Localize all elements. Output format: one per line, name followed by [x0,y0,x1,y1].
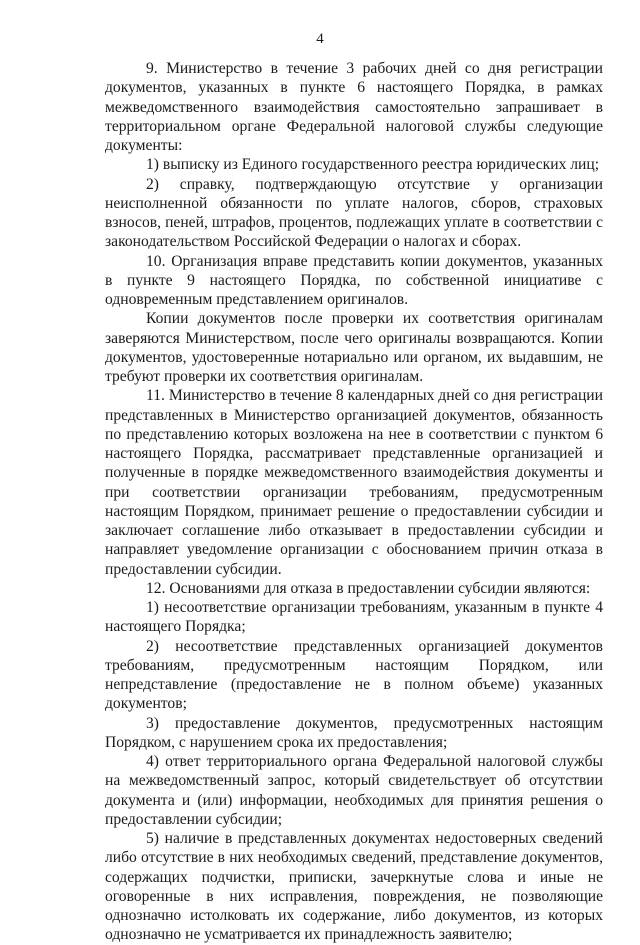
paragraph-9-item-2: 2) справку, подтверждающую отсутствие у организации неисполненной обязанности по уплате налогов, сборов, страховых взносов, пеней, штрафов, процентов, подлежащих уплате в соответствии с законодательством Российской Федерации о налогах и сборах. [105,175,603,251]
paragraph-9-item-1: 1) выписку из Единого государственного реестра юридических лиц; [146,156,600,174]
paragraph-11: 11. Министерство в течение 8 календарных дней со дня регистрации представленных в Министерство организацией документов, обязанность по представлению которых возложена на нее в соответствии с пунктом 6 настоящего Порядка, рассматривает представленные организацией и полученные в порядке межведомственного взаимодействия документы и при соответствии организации требованиям, предусмотренным настоящим Порядком, принимает решение о предоставлении субсидии и заключает соглашение либо отказывает в предоставлении субсидии и направляет уведомление организации с обоснованием причин отказа в предоставлении субсидии. [105,387,603,578]
paragraph-12-item-1: 1) несоответствие организации требованиям, указанным в пункте 4 настоящего Порядка; [105,599,603,636]
paragraph-12-item-3: 3) предоставление документов, предусмотренных настоящим Порядком, с нарушением срока их предоставления; [105,714,603,751]
paragraph-10-continuation: Копии документов после проверки их соответствия оригиналам заверяются Министерством, после чего оригиналы возвращаются. Копии документов, удостоверенные нотариально или органом, их выдавшим, не требуют проверки их соответствия оригиналам. [105,310,603,385]
paragraph-12: 12. Основаниями для отказа в предоставлении субсидии являются: [146,579,591,597]
paragraph-9: 9. Министерство в течение 3 рабочих дней со дня регистрации документов, указанных в пункте 6 настоящего Порядка, в рамках межведомственного взаимодействия самостоятельно запрашивает в территориальном органе Федеральной налоговой службы следующие документы: [105,60,603,154]
page-number: 4 [316,31,324,47]
paragraph-10: 10. Организация вправе представить копии документов, указанных в пункте 9 настоящего Порядка, по собственной инициативе с одновременным представлением оригиналов. [105,252,603,308]
paragraph-12-item-2: 2) несоответствие представленных организацией документов требованиям, предусмотренным настоящим Порядком, или непредставление (предоставление не в полном объеме) указанных документов; [105,637,603,713]
document-body [105,59,603,945]
paragraph-12-item-5: 5) наличие в представленных документах недостоверных сведений либо отсутствие в них необходимых сведений, представление документов, содержащих подчистки, приписки, зачеркнутые слова и иные не оговоренные в них исправления, повреждения, не позволяющие однозначно истолковать их содержание, либо документов, из которых однозначно не усматривается их принадлежность заявителю; [105,830,603,944]
paragraph-12-item-4: 4) ответ территориального органа Федеральной налоговой службы на межведомственный запрос, который свидетельствует об отсутствии документа и (или) информации, необходимых для принятия решения о предоставлении субсидии; [105,753,603,828]
